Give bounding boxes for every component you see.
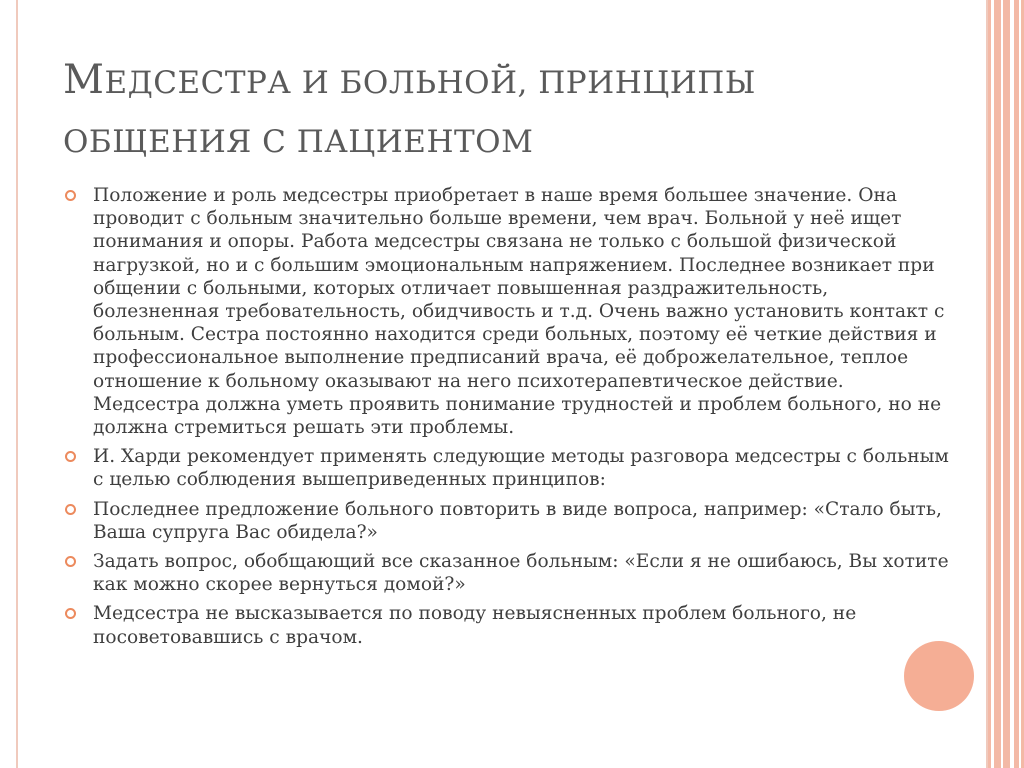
stripe-gap (1010, 0, 1014, 768)
decorative-stripes (988, 0, 1024, 768)
bullet-item (65, 550, 950, 596)
bullet-item (65, 184, 950, 439)
circle-bullet-icon (65, 190, 76, 201)
title-part: ЕДСЕСТРА И БОЛЬНОЙ, ПРИНЦИПЫ (104, 65, 756, 101)
circle-decoration-icon (904, 641, 974, 711)
title-part: ОБЩЕНИЯ С ПАЦИЕНТОМ (63, 124, 534, 160)
stripe-gap (1019, 0, 1021, 768)
circle-bullet-icon (65, 608, 76, 619)
bullet-text: Положение и роль медсестры приобретает в наше время большее значение. Она проводит с больным значительно больше времени, чем врач. Больной у неё ищет понимания и опоры. Работа медсестры связана не только с большой физической нагрузкой, но и с большим эмоциональным напряжением. Последнее возникает при общении с больными, которых отличает повышенная раздражительность, болезненная требовательность, обидчивость и т.д. Очень важно установить контакт с больным. Сестра постоянно находится среди больных, поэтому её четкие действия и профессиональное выполнение предписаний врача, её доброжелательное, теплое отношение к больному оказывают на него психотерапевтическое действие. Медсестра должна уметь проявить понимание трудностей и проблем больного, но не должна стремиться решать эти проблемы. (93, 185, 945, 439)
stripe-gap (1001, 0, 1003, 768)
bullet-text: И. Харди рекомендует применять следующие методы разговора медсестры с больным с целью соблюдения вышеприведенных принципов: (93, 446, 949, 491)
circle-bullet-icon (65, 556, 76, 567)
slide-title (63, 53, 943, 174)
circle-bullet-icon (65, 504, 76, 515)
slide-body (65, 184, 950, 655)
bullet-text: Задать вопрос, обобщающий все сказанное больным: «Если я не ошибаюсь, Вы хотите как можно скорее вернуться домой?» (93, 551, 949, 596)
circle-bullet-icon (65, 451, 76, 462)
stripe-gap (991, 0, 994, 768)
bullet-text: Медсестра не высказывается по поводу невыясненных проблем больного, не посоветовавшись с врачом. (93, 603, 857, 648)
title-part: М (63, 57, 105, 103)
bullet-text: Последнее предложение больного повторить в виде вопроса, например: «Стало быть, Ваша супруга Вас обидела?» (93, 498, 942, 543)
bullet-item (65, 498, 950, 544)
bullet-item (65, 445, 950, 491)
bullet-item (65, 602, 950, 648)
